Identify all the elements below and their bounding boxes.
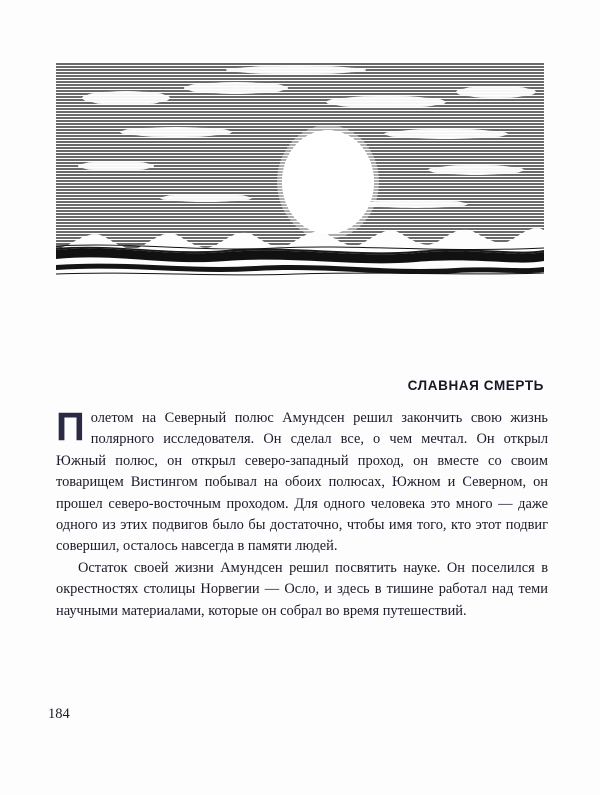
paragraph-1 [56, 405, 548, 558]
paragraph-1-text: олетом на Северный полюс Амундсен решил закончить свою жизнь полярного исследователя. Он сделал все, о чем мечтал. Он открыл Южный полюс, он открыл северо-западный проход, он вместе со своим товарищем Вистингом побывал на обоих полюсах, Южном и Северном, он прошел северо-восточным проходом. Для одного человека это много — даже одного из этих подвигов было бы достаточно, чтобы имя того, кто этот подвиг совершил, осталось навсегда в памяти людей. [56, 410, 548, 555]
illustration-woodcut-sun-over-sea [56, 62, 544, 277]
paragraph-2: Остаток своей жизни Амундсен решил посвятить науке. Он поселился в окрестностях столицы Норвегии — Осло, и здесь в тишине работал над теми научными материалами, которые он собрал во время путешествий. [56, 559, 548, 619]
sun-disc [282, 130, 374, 234]
woodcut-sun-over-sea-icon [56, 62, 544, 277]
sea-bands [56, 245, 544, 275]
drop-cap: П [56, 405, 85, 449]
body-text [56, 405, 548, 622]
chapter-title: СЛАВНАЯ СМЕРТЬ [407, 378, 544, 393]
page-number: 184 [48, 706, 70, 722]
